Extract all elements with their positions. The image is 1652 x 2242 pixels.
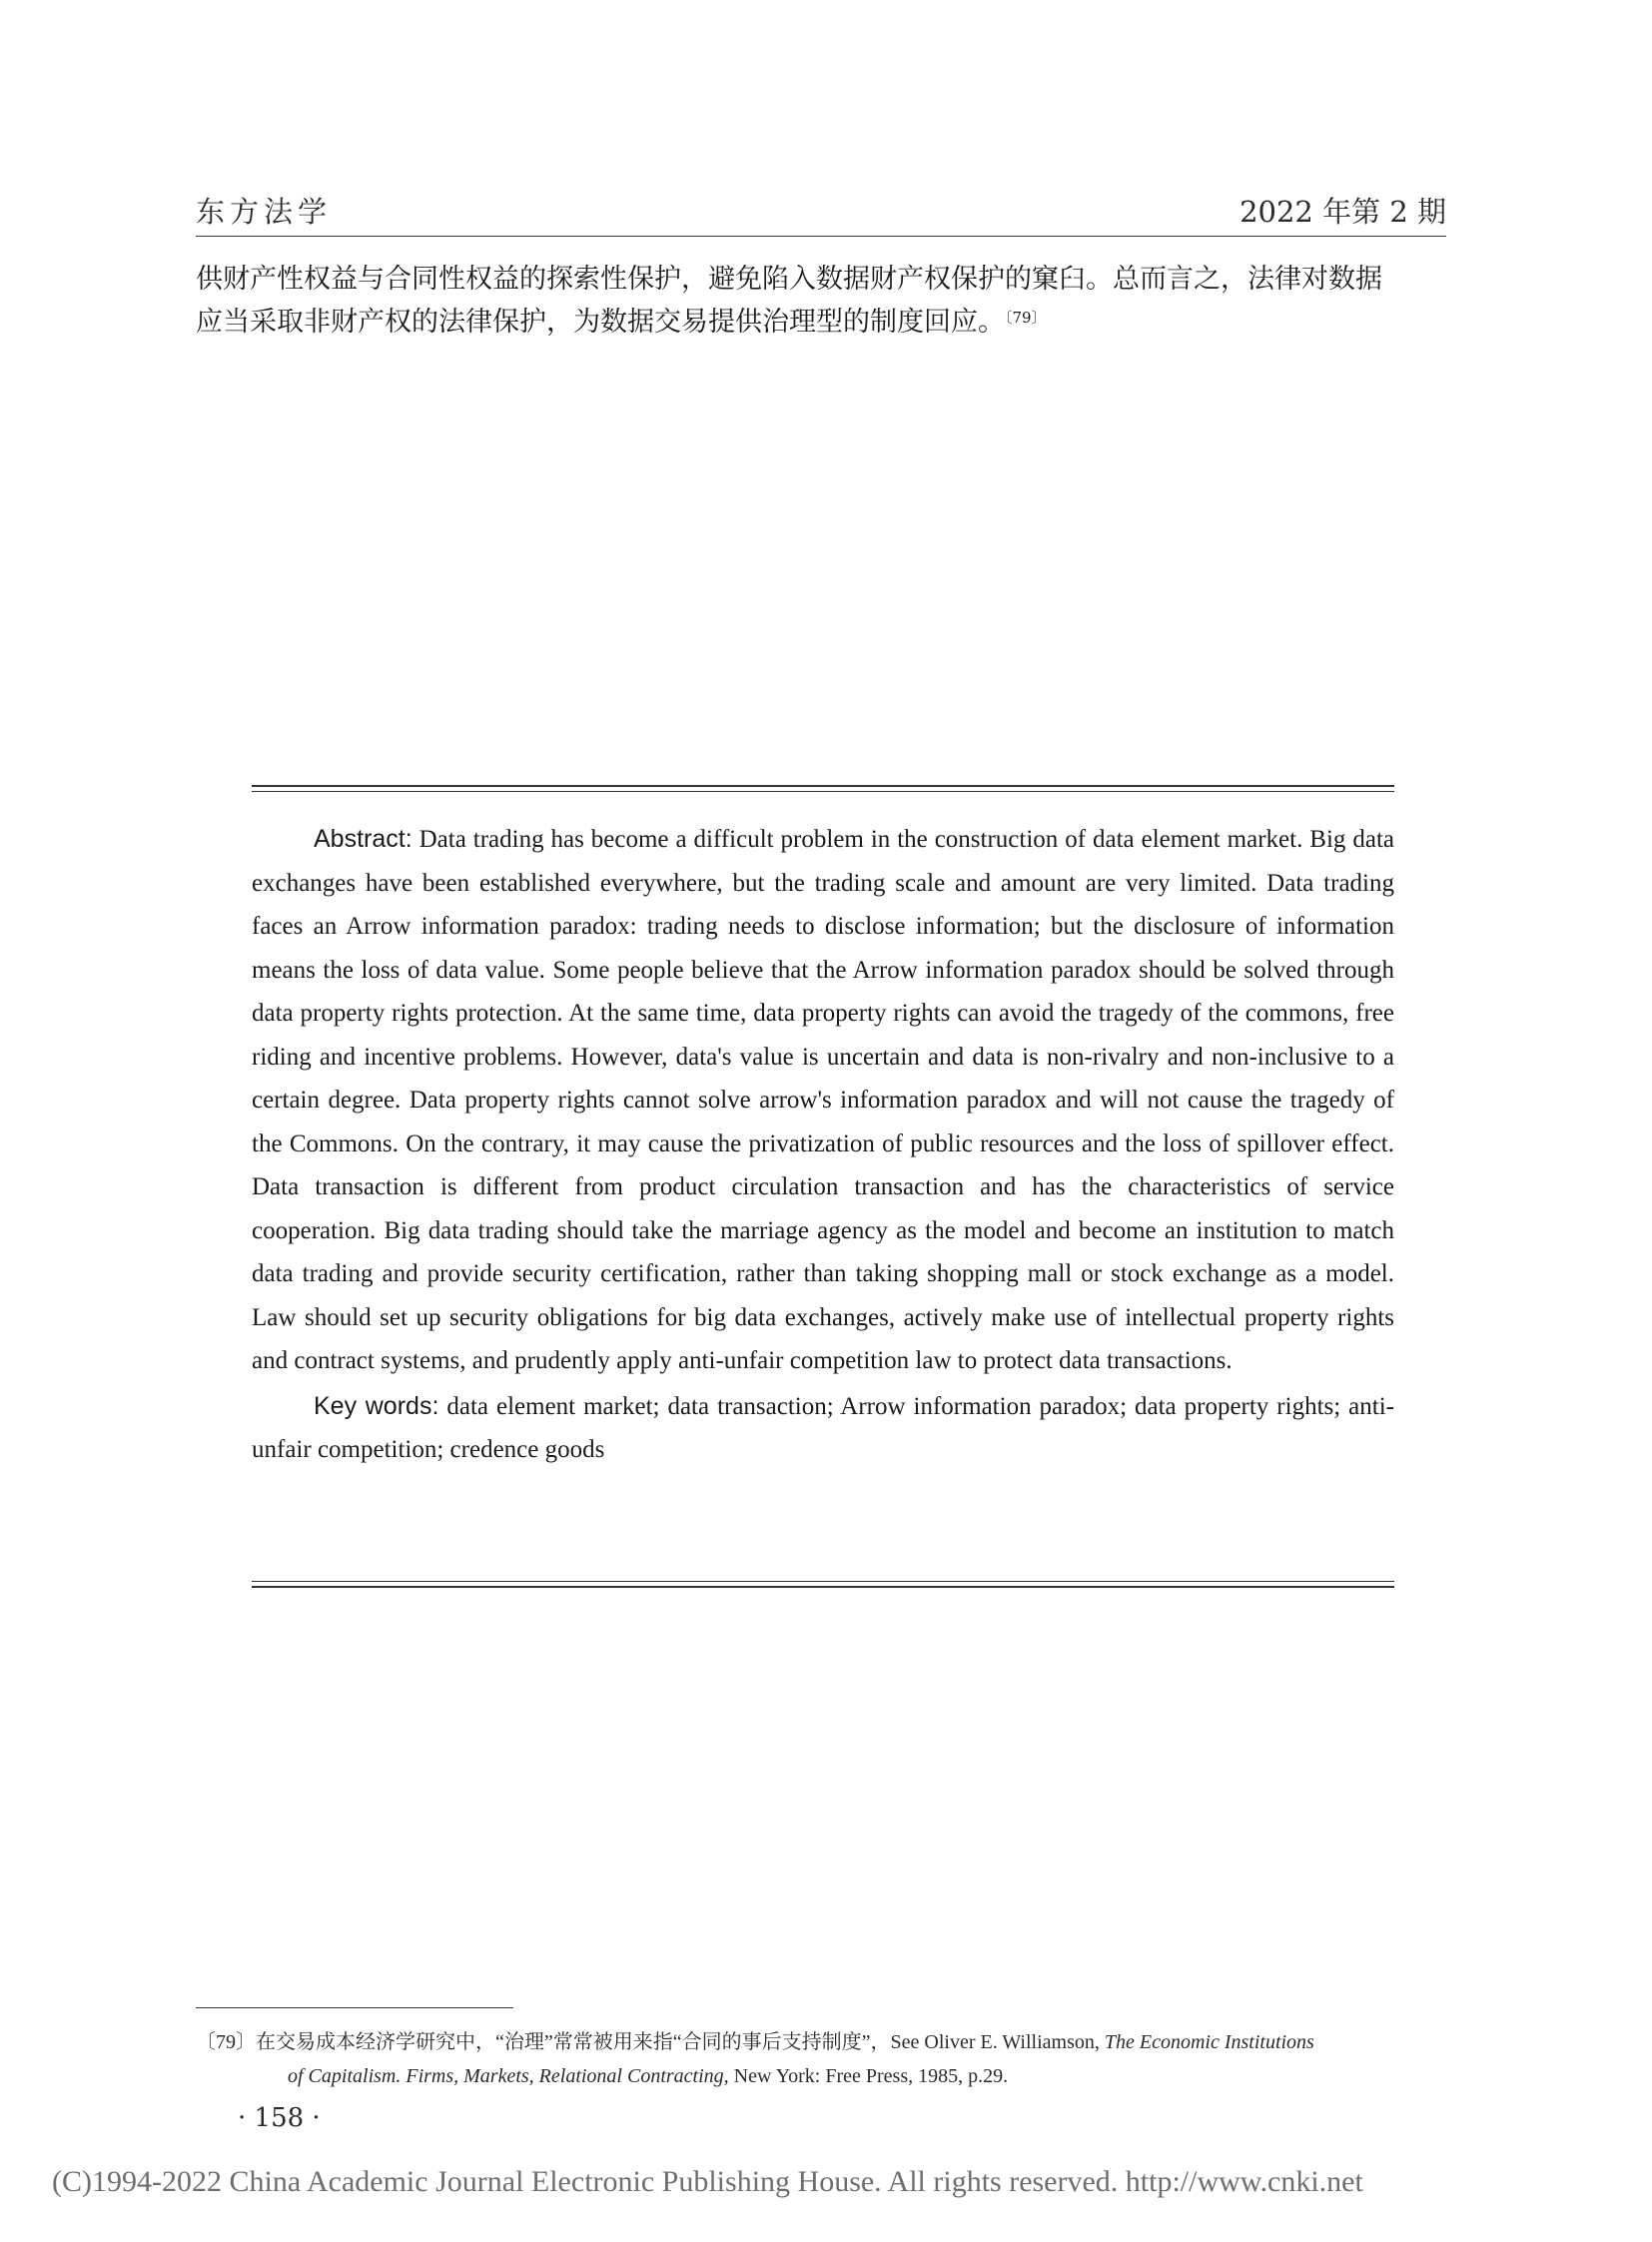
abstract-section (252, 818, 1394, 1472)
abstract-text: Data trading has become a difficult problem in the construction of data element market. Big data exchanges have been established everywhere, but the trading scale and amount are very limited. Data trading faces an Arrow information paradox: trading needs to disclose information; but the disclosure of information means the loss of data value. Some people believe that the Arrow information paradox should be solved through data property rights protection. At the same time, data property rights can avoid the tragedy of the commons, free riding and incentive problems. However, data's value is uncertain and data is non-rivalry and non-inclusive to a certain degree. Data property rights cannot solve arrow's information paradox and will not cause the tragedy of the Commons. On the contrary, it may cause the privatization of public resources and the loss of spillover effect. Data transaction is different from product circulation transaction and has the characteristics of service cooperation. Big data trading should take the marriage agency as the model and become an institution to match data trading and provide security certification, rather than taking shopping mall or stock exchange as a model. Law should set up security obligations for big data exchanges, actively make use of intellectual property rights and contract systems, and prudently apply anti-unfair competition law to protect data transactions. (252, 826, 1394, 1374)
page-number: · 158 · (238, 2103, 321, 2133)
keywords-text: data element market; data transaction; Arrow information paradox; data property rights; anti-unfair competition; credence goods (252, 1392, 1394, 1463)
footnote-book-title-1: The Economic Institutions (1104, 2031, 1314, 2053)
footnote-lead: 〔79〕在交易成本经济学研究中，“治理”常常被用来指“合同的事后支持制度”，See Oliver E. Williamson, (196, 2031, 1105, 2053)
footnote-divider (196, 2007, 513, 2008)
body-line-1: 供财产性权益与合同性权益的探索性保护，避免陷入数据财产权保护的窠臼。总而言之，法律对数据 (196, 264, 1382, 295)
footnote-reference[interactable]: 〔79〕 (1005, 309, 1047, 327)
issue-number: 2022 年第 2 期 (1239, 195, 1446, 229)
header-divider (196, 236, 1446, 237)
abstract-paragraph (252, 818, 1394, 1383)
body-paragraph (196, 258, 1446, 344)
abstract-label: Abstract: (314, 825, 413, 853)
journal-title: 东方法学 (196, 195, 333, 229)
footnote (196, 2025, 1454, 2093)
footnote-book-title-2: of Capitalism. Firms, Markets, Relational Contracting, (288, 2065, 729, 2087)
keywords-paragraph (252, 1385, 1394, 1472)
copyright-notice: (C)1994-2022 China Academic Journal Electronic Publishing House. All rights reserved. http://www.cnki.net (52, 2165, 1363, 2198)
body-line-2-text: 应当采取非财产权的法律保护，为数据交易提供治理型的制度回应。 (196, 307, 1005, 338)
footnote-tail: New York: Free Press, 1985, p.29. (728, 2065, 1009, 2087)
body-line-2 (196, 301, 1446, 344)
footnote-line-2 (196, 2059, 1454, 2093)
keywords-label: Key words: (314, 1391, 439, 1420)
footnote-line-1 (196, 2025, 1454, 2059)
